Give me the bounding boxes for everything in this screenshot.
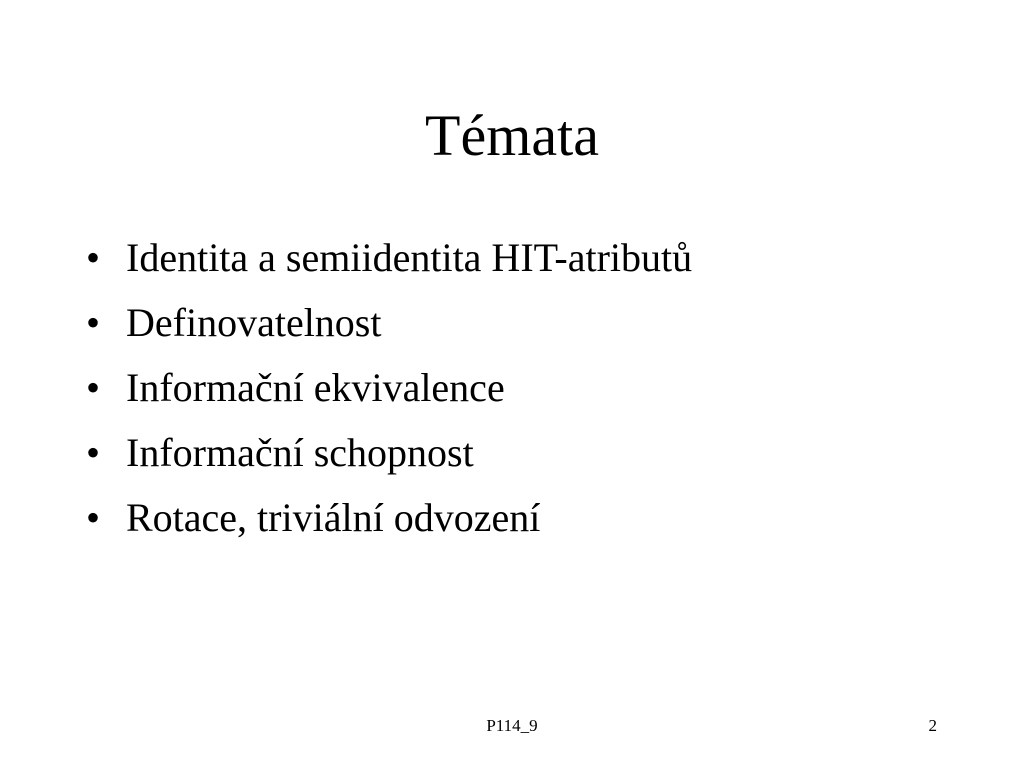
bullet-icon: • bbox=[86, 430, 101, 475]
bullet-item bbox=[86, 423, 692, 488]
bullet-text: Rotace, triviální odvození bbox=[126, 495, 541, 540]
bullet-icon: • bbox=[86, 235, 101, 280]
page-number: 2 bbox=[928, 716, 937, 735]
bullet-icon: • bbox=[86, 365, 101, 410]
bullet-list bbox=[86, 228, 692, 553]
bullet-icon: • bbox=[86, 495, 101, 540]
bullet-item bbox=[86, 293, 692, 358]
bullet-text: Definovatelnost bbox=[126, 300, 382, 345]
bullet-text: Identita a semiidentita HIT-atributů bbox=[126, 235, 693, 280]
bullet-item bbox=[86, 358, 692, 423]
bullet-item bbox=[86, 488, 692, 553]
bullet-text: Informační schopnost bbox=[126, 430, 474, 475]
slide-title: Témata bbox=[425, 103, 599, 168]
bullet-icon: • bbox=[86, 300, 101, 345]
bullet-text: Informační ekvivalence bbox=[126, 365, 505, 410]
footer-label: P114_9 bbox=[486, 716, 538, 735]
bullet-item bbox=[86, 228, 692, 293]
